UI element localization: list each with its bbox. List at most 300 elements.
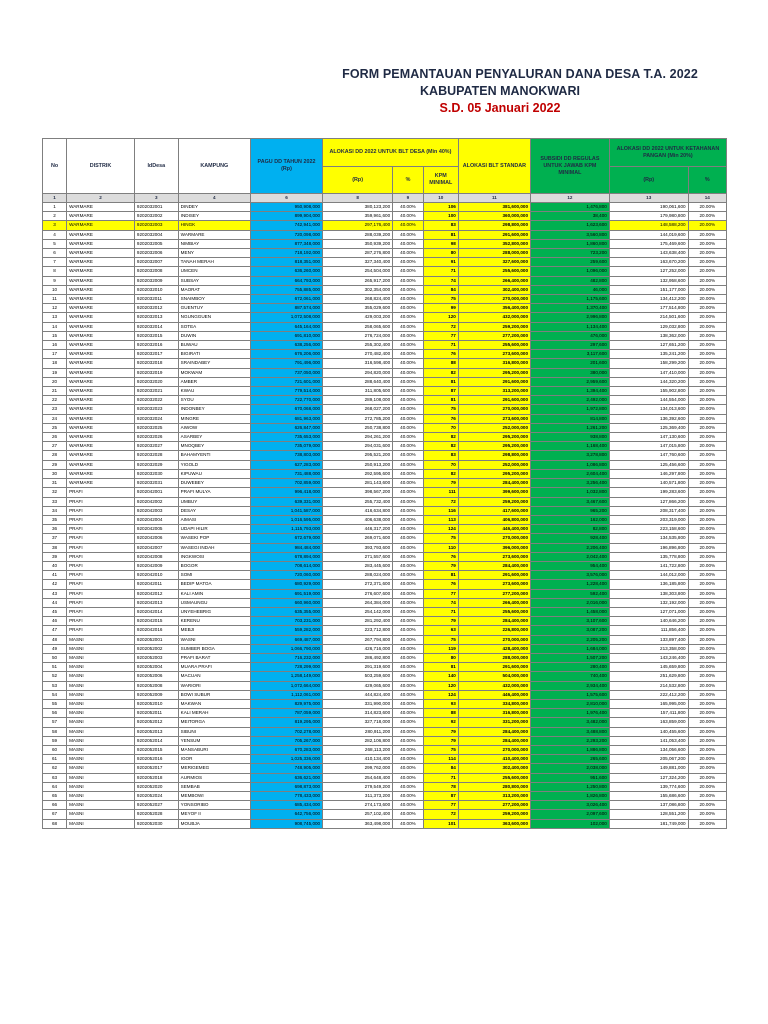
row-subsidi: 297,600 (531, 341, 610, 350)
row-alokasi-rp: 255,732,400 (323, 497, 393, 506)
row-iddesa: 9202052030 (134, 819, 178, 828)
row-iddesa: 9202042011 (134, 580, 178, 589)
row-alokasi-rp: 265,917,200 (323, 276, 393, 285)
row-alokasi-pct: 40.00% (393, 479, 424, 488)
row-kpm: 83 (423, 451, 458, 460)
row-subsidi: 965,200 (531, 506, 610, 515)
row-ketahanan-pct: 20.00% (688, 396, 726, 405)
row-ketahanan-pct: 20.00% (688, 681, 726, 690)
row-no: 65 (43, 792, 67, 801)
row-ketahanan-pct: 20.00% (688, 295, 726, 304)
row-kpm: 82 (423, 442, 458, 451)
table-row (43, 258, 727, 267)
row-distrik: WARMARE (67, 359, 135, 368)
row-blt-standar: 295,200,000 (458, 442, 530, 451)
row-kpm: 87 (423, 387, 458, 396)
row-iddesa: 9202032005 (134, 239, 178, 248)
row-alokasi-rp: 258,065,600 (323, 322, 393, 331)
row-ketahanan-rp: 135,241,200 (609, 350, 688, 359)
row-kpm: 75 (423, 745, 458, 754)
row-iddesa: 9202032002 (134, 212, 178, 221)
row-iddesa: 9202052009 (134, 690, 178, 699)
row-blt-standar: 352,800,000 (458, 239, 530, 248)
row-alokasi-rp: 288,039,200 (323, 230, 393, 239)
row-pagu: 737,050,000 (250, 368, 322, 377)
row-distrik: WARMARE (67, 442, 135, 451)
row-pagu: 731,488,000 (250, 469, 322, 478)
row-ketahanan-rp: 203,319,000 (609, 515, 688, 524)
row-subsidi: 2,604,400 (531, 469, 610, 478)
row-distrik: WARMARE (67, 212, 135, 221)
row-ketahanan-rp: 155,686,600 (609, 792, 688, 801)
row-subsidi: 1,972,800 (531, 405, 610, 414)
row-no: 28 (43, 451, 67, 460)
row-blt-standar: 273,600,000 (458, 350, 530, 359)
row-alokasi-pct: 40.00% (393, 534, 424, 543)
row-ketahanan-pct: 20.00% (688, 607, 726, 616)
row-kampung: SYOU (178, 396, 250, 405)
row-iddesa: 9202032018 (134, 359, 178, 368)
row-ketahanan-pct: 20.00% (688, 552, 726, 561)
row-alokasi-rp: 288,640,400 (323, 377, 393, 386)
row-kpm: 72 (423, 497, 458, 506)
row-ketahanan-pct: 20.00% (688, 782, 726, 791)
row-distrik: WARMARE (67, 433, 135, 442)
table-row (43, 368, 727, 377)
row-iddesa: 9202042006 (134, 534, 178, 543)
row-ketahanan-pct: 20.00% (688, 322, 726, 331)
row-blt-standar: 226,800,000 (458, 626, 530, 635)
row-blt-standar: 277,200,000 (458, 589, 530, 598)
row-ketahanan-rp: 157,411,800 (609, 709, 688, 718)
row-alokasi-rp: 294,261,200 (323, 433, 393, 442)
row-pagu: 787,059,000 (250, 709, 322, 718)
row-no: 66 (43, 801, 67, 810)
column-index-cell: 6 (250, 194, 322, 203)
row-iddesa: 9202052001 (134, 635, 178, 644)
row-distrik: PRAFI (67, 607, 135, 616)
col-header-rp: (Rp) (323, 167, 393, 194)
row-distrik: WARMARE (67, 221, 135, 230)
row-alokasi-rp: 268,113,200 (323, 745, 393, 754)
row-iddesa: 9202032025 (134, 423, 178, 432)
row-no: 62 (43, 764, 67, 773)
row-no: 41 (43, 571, 67, 580)
row-blt-standar: 291,600,000 (458, 230, 530, 239)
row-subsidi: 102,000 (531, 819, 610, 828)
row-pagu: 703,231,000 (250, 617, 322, 626)
row-ketahanan-pct: 20.00% (688, 635, 726, 644)
table-row (43, 460, 727, 469)
row-iddesa: 9202052016 (134, 755, 178, 764)
row-alokasi-pct: 40.00% (393, 525, 424, 534)
row-alokasi-rp: 281,143,600 (323, 479, 393, 488)
row-ketahanan-pct: 20.00% (688, 460, 726, 469)
row-distrik: PRAFI (67, 571, 135, 580)
row-alokasi-pct: 40.00% (393, 341, 424, 350)
row-kampung: UNYEHEBRIG (178, 607, 250, 616)
row-pagu: 670,068,000 (250, 405, 322, 414)
row-pagu: 680,929,000 (250, 580, 322, 589)
row-kampung: SRAINDABEY (178, 359, 250, 368)
row-pagu: 819,295,000 (250, 718, 322, 727)
row-pagu: 722,770,000 (250, 396, 322, 405)
row-blt-standar: 277,200,000 (458, 331, 530, 340)
row-alokasi-rp: 311,373,200 (323, 792, 393, 801)
table-row (43, 607, 727, 616)
row-kpm: 87 (423, 792, 458, 801)
row-alokasi-rp: 288,024,000 (323, 571, 393, 580)
row-kpm: 88 (423, 709, 458, 718)
row-iddesa: 9202032003 (134, 221, 178, 230)
column-index-cell: 4 (178, 194, 250, 203)
row-alokasi-rp: 254,142,000 (323, 607, 393, 616)
row-ketahanan-pct: 20.00% (688, 810, 726, 819)
table-row (43, 515, 727, 524)
row-subsidi: 1,032,800 (531, 488, 610, 497)
row-subsidi: 162,000 (531, 515, 610, 524)
report-date: S.D. 05 Januari 2022 (439, 101, 561, 115)
row-no: 43 (43, 589, 67, 598)
row-subsidi: 3,087,200 (531, 626, 610, 635)
row-ketahanan-rp: 144,320,200 (609, 377, 688, 386)
row-iddesa: 9202052017 (134, 764, 178, 773)
report-title-block (300, 66, 740, 117)
row-kampung: MUARA PRAFI (178, 663, 250, 672)
row-ketahanan-pct: 20.00% (688, 203, 726, 212)
row-blt-standar: 273,600,000 (458, 580, 530, 589)
row-pagu: 705,267,000 (250, 736, 322, 745)
table-row (43, 295, 727, 304)
row-ketahanan-rp: 163,670,200 (609, 258, 688, 267)
row-kampung: KWAU (178, 387, 250, 396)
row-no: 32 (43, 488, 67, 497)
row-kampung: SIBUNI (178, 727, 250, 736)
row-blt-standar: 284,400,000 (458, 617, 530, 626)
row-iddesa: 9202032008 (134, 267, 178, 276)
row-iddesa: 9202052024 (134, 792, 178, 801)
row-distrik: MASNI (67, 709, 135, 718)
row-blt-standar: 381,600,000 (458, 203, 530, 212)
row-ketahanan-pct: 20.00% (688, 672, 726, 681)
row-pagu: 670,283,000 (250, 745, 322, 754)
row-blt-standar: 259,200,000 (458, 322, 530, 331)
row-alokasi-pct: 40.00% (393, 773, 424, 782)
row-distrik: MASNI (67, 792, 135, 801)
row-subsidi: 482,800 (531, 276, 610, 285)
row-alokasi-pct: 40.00% (393, 552, 424, 561)
row-ketahanan-rp: 141,722,800 (609, 561, 688, 570)
row-iddesa: 9202032031 (134, 479, 178, 488)
row-subsidi: 1,250,800 (531, 782, 610, 791)
row-ketahanan-rp: 214,532,800 (609, 681, 688, 690)
row-ketahanan-rp: 144,019,600 (609, 230, 688, 239)
row-no: 6 (43, 249, 67, 258)
table-row (43, 727, 727, 736)
row-subsidi: 2,205,200 (531, 635, 610, 644)
row-alokasi-rp: 283,445,600 (323, 561, 393, 570)
row-kampung: MAKWAN (178, 699, 250, 708)
row-blt-standar: 356,400,000 (458, 304, 530, 313)
table-row (43, 764, 727, 773)
row-no: 24 (43, 414, 67, 423)
row-pagu: 559,282,000 (250, 626, 322, 635)
row-kampung: DESAY (178, 506, 250, 515)
row-alokasi-rp: 267,794,800 (323, 635, 393, 644)
table-row (43, 782, 727, 791)
row-subsidi: 3,256,400 (531, 479, 610, 488)
table-row (43, 543, 727, 552)
row-kpm: 77 (423, 331, 458, 340)
row-pagu: 735,079,000 (250, 442, 322, 451)
row-kampung: WASNI (178, 635, 250, 644)
row-pagu: 984,484,000 (250, 543, 322, 552)
row-blt-standar: 295,200,000 (458, 433, 530, 442)
row-kampung: ASARBEY (178, 433, 250, 442)
row-blt-standar: 291,600,000 (458, 396, 530, 405)
row-distrik: WARMARE (67, 377, 135, 386)
row-distrik: MASNI (67, 782, 135, 791)
row-distrik: PRAFI (67, 598, 135, 607)
row-ketahanan-pct: 20.00% (688, 525, 726, 534)
row-kpm: 80 (423, 249, 458, 258)
row-subsidi: 265,600 (531, 755, 610, 764)
row-pagu: 1,066,790,000 (250, 644, 322, 653)
row-pagu: 669,487,000 (250, 635, 322, 644)
row-subsidi: 2,810,000 (531, 699, 610, 708)
row-alokasi-pct: 40.00% (393, 690, 424, 699)
row-blt-standar: 302,400,000 (458, 285, 530, 294)
row-ketahanan-rp: 155,902,800 (609, 387, 688, 396)
row-alokasi-pct: 40.00% (393, 589, 424, 598)
row-kpm: 82 (423, 469, 458, 478)
row-distrik: WARMARE (67, 239, 135, 248)
row-ketahanan-rp: 143,638,400 (609, 249, 688, 258)
row-kpm: 100 (423, 212, 458, 221)
row-ketahanan-rp: 140,571,800 (609, 479, 688, 488)
row-blt-standar: 273,600,000 (458, 414, 530, 423)
row-alokasi-pct: 40.00% (393, 331, 424, 340)
row-iddesa: 9202052004 (134, 663, 178, 672)
row-iddesa: 9202052006 (134, 672, 178, 681)
row-no: 38 (43, 543, 67, 552)
row-pagu: 645,164,000 (250, 322, 322, 331)
row-iddesa: 9202042012 (134, 589, 178, 598)
row-ketahanan-rp: 128,551,200 (609, 810, 688, 819)
row-alokasi-pct: 40.00% (393, 396, 424, 405)
row-pagu: 742,941,000 (250, 221, 322, 230)
row-alokasi-rp: 302,354,000 (323, 285, 393, 294)
row-blt-standar: 288,000,000 (458, 653, 530, 662)
row-subsidi: 1,976,400 (531, 709, 610, 718)
row-ketahanan-pct: 20.00% (688, 699, 726, 708)
row-ketahanan-rp: 175,469,600 (609, 239, 688, 248)
row-alokasi-rp: 286,492,800 (323, 653, 393, 662)
row-iddesa: 9202032001 (134, 203, 178, 212)
row-kpm: 110 (423, 543, 458, 552)
row-blt-standar: 255,600,000 (458, 607, 530, 616)
row-blt-standar: 446,400,000 (458, 690, 530, 699)
row-subsidi: 1,575,600 (531, 690, 610, 699)
row-alokasi-pct: 40.00% (393, 304, 424, 313)
row-pagu: 950,908,000 (250, 203, 322, 212)
row-alokasi-rp: 268,027,200 (323, 405, 393, 414)
row-ketahanan-pct: 20.00% (688, 663, 726, 672)
row-pagu: 818,351,000 (250, 258, 322, 267)
row-no: 16 (43, 341, 67, 350)
row-distrik: PRAFI (67, 617, 135, 626)
row-alokasi-pct: 40.00% (393, 423, 424, 432)
row-pagu: 716,232,000 (250, 653, 322, 662)
row-alokasi-rp: 446,317,200 (323, 525, 393, 534)
row-kampung: BUWAU (178, 341, 250, 350)
row-alokasi-pct: 40.00% (393, 598, 424, 607)
row-ketahanan-pct: 20.00% (688, 414, 726, 423)
row-kpm: 81 (423, 230, 458, 239)
table-row (43, 773, 727, 782)
row-no: 44 (43, 598, 67, 607)
row-kpm: 75 (423, 295, 458, 304)
row-kpm: 81 (423, 571, 458, 580)
row-kpm: 70 (423, 460, 458, 469)
row-iddesa: 9202042002 (134, 497, 178, 506)
row-alokasi-pct: 40.00% (393, 801, 424, 810)
row-iddesa: 9202042010 (134, 571, 178, 580)
row-alokasi-rp: 276,724,000 (323, 331, 393, 340)
row-alokasi-rp: 359,961,600 (323, 212, 393, 221)
row-subsidi: 740,400 (531, 672, 610, 681)
table-row (43, 377, 727, 386)
row-no: 18 (43, 359, 67, 368)
table-row (43, 506, 727, 515)
row-kpm: 106 (423, 203, 458, 212)
row-blt-standar: 284,400,000 (458, 736, 530, 745)
row-kpm: 71 (423, 267, 458, 276)
row-distrik: WARMARE (67, 258, 135, 267)
row-distrik: WARMARE (67, 322, 135, 331)
row-kampung: KIPUWAU (178, 469, 250, 478)
row-no: 45 (43, 607, 67, 616)
row-alokasi-pct: 40.00% (393, 626, 424, 635)
row-blt-standar: 255,600,000 (458, 341, 530, 350)
row-ketahanan-rp: 146,297,800 (609, 469, 688, 478)
row-kampung: MEBJI (178, 626, 250, 635)
column-index-cell: 1 (43, 194, 67, 203)
row-ketahanan-rp: 134,412,200 (609, 295, 688, 304)
row-iddesa: 9202032020 (134, 377, 178, 386)
row-subsidi: 1,175,600 (531, 295, 610, 304)
col-header-blt-standar: ALOKASI BLT STANDAR (458, 139, 530, 194)
row-distrik: PRAFI (67, 552, 135, 561)
row-alokasi-rp: 271,557,600 (323, 552, 393, 561)
row-blt-standar: 255,600,000 (458, 773, 530, 782)
row-alokasi-pct: 40.00% (393, 755, 424, 764)
row-ketahanan-pct: 20.00% (688, 653, 726, 662)
row-distrik: MASNI (67, 727, 135, 736)
row-subsidi: 3,026,400 (531, 801, 610, 810)
row-blt-standar: 266,400,000 (458, 598, 530, 607)
row-alokasi-pct: 40.00% (393, 764, 424, 773)
row-ketahanan-rp: 141,053,400 (609, 736, 688, 745)
row-blt-standar: 399,600,000 (458, 488, 530, 497)
row-ketahanan-pct: 20.00% (688, 239, 726, 248)
row-iddesa: 9202042013 (134, 598, 178, 607)
row-kampung: PRAFI BARAT (178, 653, 250, 662)
row-kampung: MEYOF II (178, 810, 250, 819)
row-ketahanan-rp: 213,358,000 (609, 644, 688, 653)
row-kpm: 124 (423, 525, 458, 534)
row-distrik: WARMARE (67, 249, 135, 258)
row-subsidi: 2,934,400 (531, 681, 610, 690)
row-no: 34 (43, 506, 67, 515)
row-pagu: 1,025,336,000 (250, 755, 322, 764)
row-ketahanan-rp: 222,412,200 (609, 690, 688, 699)
row-ketahanan-rp: 148,588,200 (609, 221, 688, 230)
row-ketahanan-rp: 208,317,400 (609, 506, 688, 515)
row-blt-standar: 313,200,000 (458, 387, 530, 396)
row-blt-standar: 266,400,000 (458, 276, 530, 285)
row-blt-standar: 259,200,000 (458, 810, 530, 819)
row-ketahanan-rp: 132,192,000 (609, 598, 688, 607)
row-alokasi-pct: 40.00% (393, 295, 424, 304)
table-row (43, 718, 727, 727)
row-no: 31 (43, 479, 67, 488)
row-alokasi-rp: 270,482,400 (323, 350, 393, 359)
table-row (43, 433, 727, 442)
row-ketahanan-pct: 20.00% (688, 543, 726, 552)
row-kpm: 77 (423, 801, 458, 810)
row-alokasi-rp: 282,106,800 (323, 736, 393, 745)
row-distrik: WARMARE (67, 460, 135, 469)
row-kampung: UMCEN (178, 267, 250, 276)
report-subtitle-regency: KABUPATEN MANOKWARI (420, 84, 580, 98)
row-kpm: 72 (423, 322, 458, 331)
row-kpm: 79 (423, 479, 458, 488)
row-kpm: 140 (423, 672, 458, 681)
row-subsidi: 3,117,600 (531, 350, 610, 359)
row-iddesa: 9202032012 (134, 304, 178, 313)
row-kpm: 63 (423, 626, 458, 635)
row-ketahanan-rp: 165,995,000 (609, 699, 688, 708)
column-index-cell: 12 (531, 194, 610, 203)
row-kampung: BIGIRATI (178, 350, 250, 359)
row-kampung: YIGOLD (178, 460, 250, 469)
row-ketahanan-rp: 139,774,600 (609, 782, 688, 791)
table-row (43, 285, 727, 294)
row-distrik: WARMARE (67, 304, 135, 313)
row-no: 63 (43, 773, 67, 782)
row-no: 50 (43, 653, 67, 662)
table-row (43, 423, 727, 432)
col-header-no: No (43, 139, 67, 194)
row-blt-standar: 504,000,000 (458, 672, 530, 681)
row-pagu: 1,258,149,000 (250, 672, 322, 681)
row-pagu: 748,905,000 (250, 764, 322, 773)
row-subsidi: 82,800 (531, 525, 610, 534)
row-ketahanan-rp: 147,410,000 (609, 368, 688, 377)
row-distrik: WARMARE (67, 368, 135, 377)
row-ketahanan-rp: 140,646,200 (609, 617, 688, 626)
row-distrik: WARMARE (67, 331, 135, 340)
row-alokasi-pct: 40.00% (393, 580, 424, 589)
row-ketahanan-rp: 132,958,600 (609, 276, 688, 285)
row-ketahanan-pct: 20.00% (688, 534, 726, 543)
row-kampung: DUWIN (178, 331, 250, 340)
row-ketahanan-pct: 20.00% (688, 792, 726, 801)
row-ketahanan-rp: 136,185,800 (609, 580, 688, 589)
row-blt-standar: 270,000,000 (458, 635, 530, 644)
row-distrik: WARMARE (67, 423, 135, 432)
